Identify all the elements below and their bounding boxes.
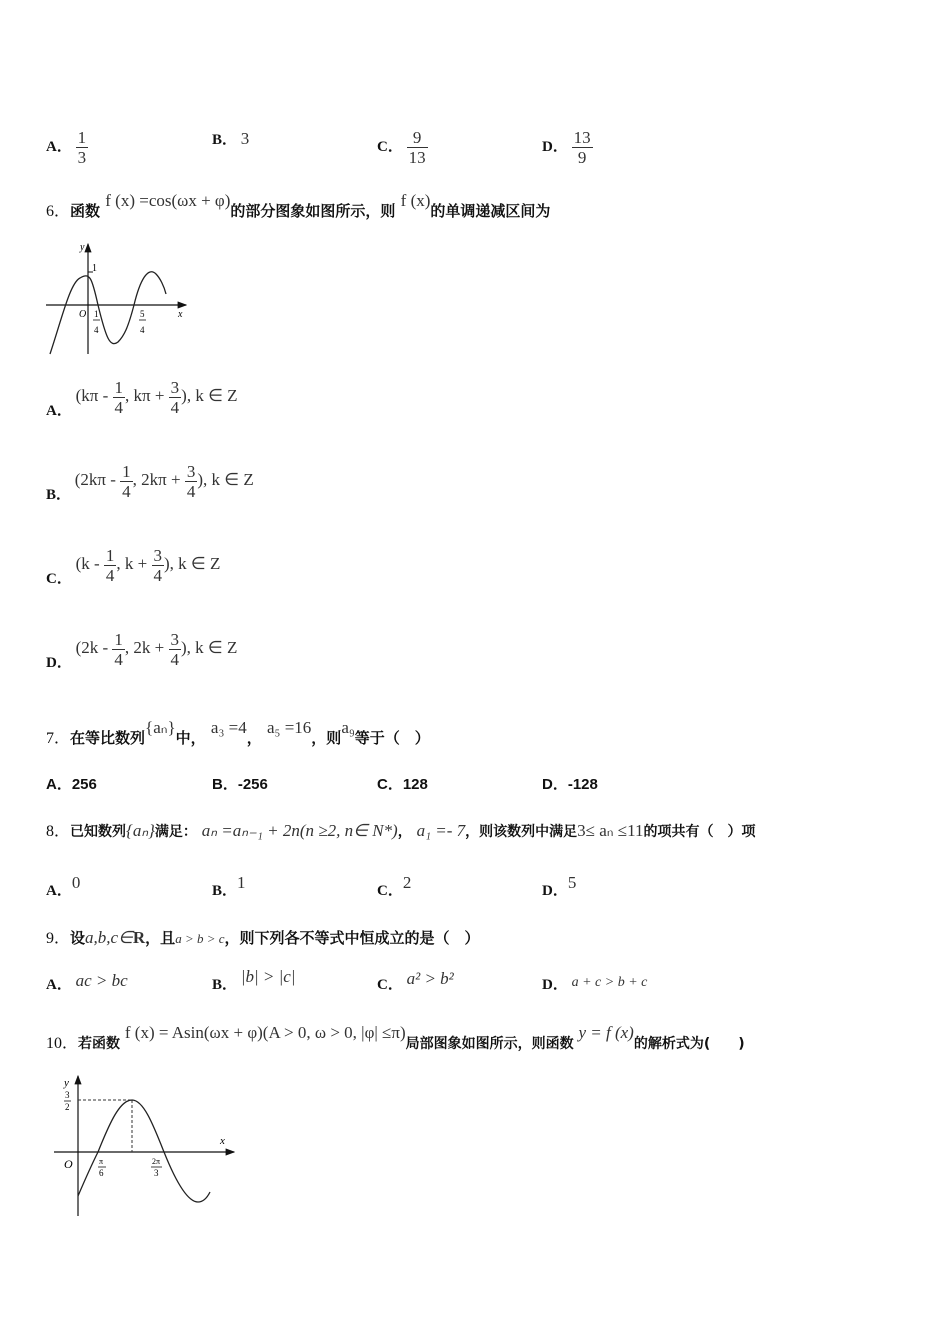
x-label: x [220, 1135, 225, 1147]
option-label: D． [542, 977, 568, 993]
question-number: 6． [46, 203, 71, 220]
question-number: 7． [46, 730, 71, 747]
option-value: |b| > |c| [240, 967, 296, 986]
q9-option-c[interactable] [377, 968, 454, 993]
text: ，且 [145, 929, 176, 947]
origin-label: O [64, 1157, 73, 1171]
text: 等于（ ） [354, 729, 430, 747]
question-9 [46, 925, 480, 948]
option-label: C． [377, 138, 403, 155]
denominator: 4 [153, 566, 163, 585]
y-label: y [80, 242, 85, 253]
fraction [76, 128, 89, 167]
question-6 [46, 191, 551, 221]
q5-option-a[interactable] [46, 128, 88, 167]
math: ), k ∈ Z [181, 637, 238, 657]
option-value: 3 [240, 129, 250, 148]
q5-option-c[interactable] [377, 128, 428, 167]
cosine-curve [50, 272, 166, 354]
q6-option-d[interactable] [46, 630, 237, 669]
fraction [112, 630, 125, 669]
question-7 [46, 718, 430, 748]
option-value: 5 [567, 873, 577, 892]
fraction [169, 630, 182, 669]
math: (k - [75, 553, 104, 573]
option-value: 2 [402, 873, 412, 892]
option-label: B． [212, 776, 238, 793]
math: (2kπ - [74, 469, 121, 489]
option-value: -128 [567, 776, 598, 793]
option-label: B． [212, 132, 238, 148]
x-tick-denominator: 3 [154, 1168, 159, 1178]
fraction [152, 546, 165, 585]
x-tick-numerator: 2π [152, 1157, 161, 1166]
option-label: A． [46, 402, 72, 419]
option-value: 1 [237, 873, 246, 892]
option-value: a + c > b + c [571, 975, 648, 990]
x-tick-denominator: 4 [94, 325, 99, 335]
denominator: 13 [408, 148, 426, 167]
x-tick-denominator: 6 [99, 1168, 104, 1178]
numerator: 1 [114, 630, 123, 649]
denominator: 3 [77, 148, 87, 167]
sine-curve [78, 1100, 210, 1202]
q8-option-d[interactable] [542, 872, 577, 899]
option-label: B． [46, 486, 72, 503]
option-label: C． [377, 883, 403, 899]
q6-option-a[interactable] [46, 378, 238, 417]
option-label: B． [212, 883, 238, 899]
formula: a > b > c [175, 931, 225, 946]
formula: R [132, 928, 146, 947]
formula: a₁ =- 7 [416, 821, 466, 840]
x-tick-numerator: 5 [140, 309, 145, 319]
formula: f (x) =cos(ωx + φ) [105, 191, 231, 210]
y-tick-numerator: 3 [65, 1090, 70, 1100]
option-label: C． [46, 570, 72, 587]
math: (2k - [75, 637, 113, 657]
text: 的部分图象如图所示，则 [230, 202, 396, 220]
option-label: A． [46, 776, 72, 793]
option-value: ac > bc [75, 971, 128, 990]
fraction [572, 128, 593, 167]
numerator: 3 [170, 630, 180, 649]
text: 的单调递减区间为 [430, 202, 551, 220]
q8-option-b[interactable] [212, 872, 246, 899]
formula: {aₙ} [145, 718, 176, 737]
question-8 [46, 818, 755, 841]
option-label: A． [46, 883, 72, 899]
q7-option-b[interactable] [212, 773, 268, 794]
q7-option-a[interactable] [46, 773, 97, 794]
text: 满足： [154, 824, 197, 840]
text: ， [246, 729, 262, 747]
formula: f (x) = Asin(ωx + φ)(A > 0, ω > 0, |φ| ≤π) [124, 1023, 406, 1042]
math: , 2k + [124, 637, 169, 657]
math: , k + [116, 553, 152, 573]
question-10 [46, 1023, 745, 1053]
numerator: 1 [114, 378, 123, 397]
formula: {aₙ} [126, 821, 155, 840]
math: , 2kπ + [132, 469, 185, 489]
fraction [407, 128, 428, 167]
formula: a,b,c∈ [85, 928, 133, 947]
option-value: 0 [71, 873, 81, 892]
fraction [104, 546, 117, 585]
denominator: 4 [186, 482, 196, 501]
numerator: 1 [77, 128, 87, 147]
numerator: 1 [122, 462, 131, 481]
x-tick-denominator: 4 [140, 325, 145, 335]
denominator: 9 [577, 148, 587, 167]
formula: aₙ =aₙ₋₁ + 2n(n ≥2, n∈ N*) [201, 821, 398, 840]
text: 中， [175, 729, 206, 747]
math: ), k ∈ Z [197, 469, 254, 489]
q5-option-b[interactable] [212, 128, 249, 149]
option-label: B． [212, 977, 238, 993]
fraction [120, 462, 133, 501]
option-label: D． [46, 654, 72, 671]
numerator: 1 [105, 546, 115, 565]
option-value: 256 [71, 776, 97, 793]
x-tick-numerator: π [99, 1157, 104, 1166]
math: , kπ + [125, 385, 169, 405]
numerator: 3 [170, 378, 180, 397]
question-number: 10． [46, 1035, 79, 1052]
text: ，则下列各不等式中恒成立的是（ ） [224, 929, 480, 947]
denominator: 4 [105, 566, 115, 585]
q9-option-d[interactable] [542, 970, 647, 991]
numerator: 9 [407, 128, 428, 148]
x-tick-numerator: 1 [94, 309, 99, 319]
text: ，则 [311, 729, 342, 747]
q7-option-d[interactable] [542, 773, 598, 794]
denominator: 4 [170, 650, 180, 669]
numerator: 3 [186, 462, 196, 481]
option-value: 128 [402, 776, 428, 793]
denominator: 4 [114, 398, 123, 417]
q6-option-b[interactable] [46, 462, 254, 501]
question-number: 8． [46, 823, 71, 840]
text: 函数 [70, 202, 101, 220]
text: 在等比数列 [70, 729, 146, 747]
q9-option-a[interactable] [46, 970, 128, 991]
text: 的项共有（ ）项 [643, 824, 756, 840]
text: 局部图象如图所示，则函数 [405, 1036, 574, 1052]
q6-option-c[interactable] [46, 546, 220, 585]
formula: f (x) [400, 191, 431, 210]
y-tick-label: 1 [92, 263, 97, 274]
denominator: 4 [114, 650, 123, 669]
formula: a₉ [341, 718, 355, 737]
numerator: 3 [153, 546, 163, 565]
q8-option-a[interactable] [46, 872, 81, 899]
text: ， [397, 824, 412, 840]
option-label: D． [542, 883, 568, 899]
denominator: 4 [170, 398, 180, 417]
q9-option-b[interactable] [212, 966, 296, 993]
fraction [185, 462, 198, 501]
y-tick-denominator: 2 [65, 1102, 70, 1112]
math: ), k ∈ Z [181, 385, 238, 405]
text: 若函数 [78, 1036, 121, 1052]
formula: a₃ =4 [210, 718, 247, 737]
option-label: D． [542, 776, 568, 793]
text: 已知数列 [70, 824, 127, 840]
text: 设 [70, 929, 86, 947]
math: (kπ - [75, 385, 113, 405]
origin-label: O [79, 309, 87, 320]
denominator: 4 [122, 482, 131, 501]
text: ，则该数列中满足 [465, 824, 578, 840]
fraction [113, 378, 126, 417]
question-number: 9． [46, 930, 71, 947]
q5-option-d[interactable] [542, 128, 593, 167]
formula: a₅ =16 [266, 718, 312, 737]
formula: 3≤ aₙ ≤11 [577, 821, 644, 840]
option-label: C． [377, 776, 403, 793]
option-value: a² > b² [406, 969, 454, 988]
option-label: D． [542, 138, 568, 155]
text: 的解析式为( ) [633, 1036, 745, 1052]
option-label: A． [46, 977, 72, 993]
option-value: -256 [237, 776, 268, 793]
q7-option-c[interactable] [377, 773, 428, 794]
q10-graph [48, 1072, 248, 1220]
option-label: C． [377, 977, 403, 993]
numerator: 13 [573, 128, 591, 147]
x-label: x [178, 309, 183, 320]
formula: y = f (x) [578, 1023, 634, 1042]
option-label: A． [46, 138, 72, 155]
math: ), k ∈ Z [164, 553, 221, 573]
q8-option-c[interactable] [377, 872, 412, 899]
q6-graph [40, 238, 200, 356]
fraction [169, 378, 182, 417]
y-label: y [64, 1077, 69, 1089]
